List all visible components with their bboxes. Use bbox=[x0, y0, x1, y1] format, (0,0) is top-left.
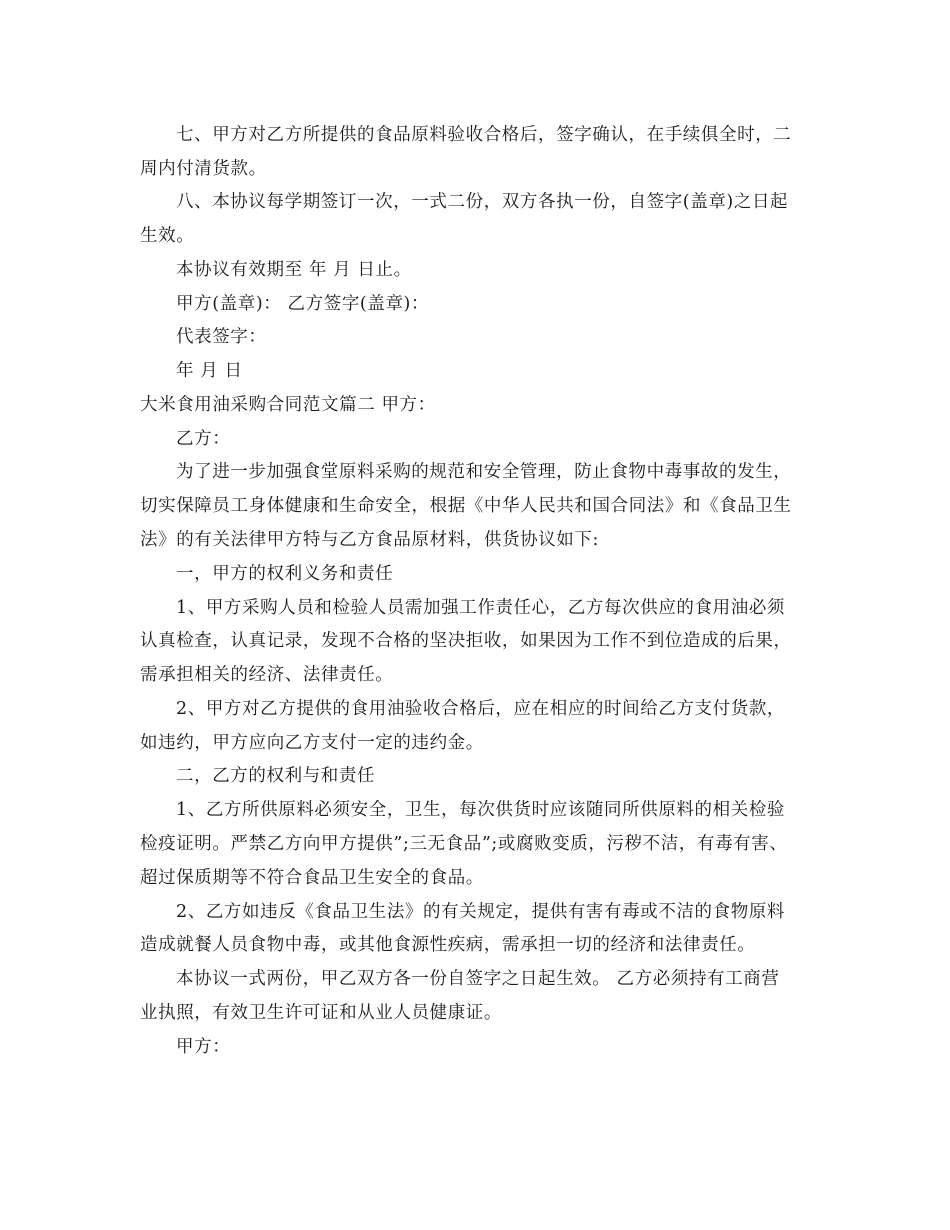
paragraph-line: 本协议有效期至 年 月 日止。 bbox=[176, 260, 412, 280]
paragraph-line: 需承担相关的经济、法律责任。 bbox=[140, 665, 394, 685]
paragraph-line: 超过保质期等不符合食品卫生安全的食品。 bbox=[140, 868, 484, 888]
paragraph-line: 甲方： bbox=[176, 1037, 231, 1057]
paragraph-line: 1、乙方所供原料必须安全，卫生，每次供货时应该随同所供原料的相关检验 bbox=[176, 800, 786, 820]
paragraph-line: 切实保障员工身体健康和生命安全，根据《中华人民共和国合同法》和《食品卫生 bbox=[140, 496, 792, 516]
paragraph-line: 甲方(盖章)： 乙方签字(盖章)： bbox=[176, 294, 430, 314]
paragraph-line: 造成就餐人员食物中毒，或其他食源性疾病，需承担一切的经济和法律责任。 bbox=[140, 935, 756, 955]
paragraph-line: 业执照，有效卫生许可证和从业人员健康证。 bbox=[140, 1003, 502, 1023]
paragraph-line: 代表签字： bbox=[176, 327, 267, 347]
paragraph-line: 本协议一式两份，甲乙双方各一份自签字之日起生效。 乙方必须持有工商营 bbox=[176, 969, 780, 989]
paragraph-line: 2、乙方如违反《食品卫生法》的有关规定，提供有害有毒或不洁的食物原料 bbox=[176, 902, 786, 922]
paragraph-line: 一，甲方的权利义务和责任 bbox=[176, 564, 394, 584]
paragraph-line: 检疫证明。严禁乙方向甲方提供”;三无食品”;或腐败变质，污秽不洁，有毒有害、 bbox=[140, 834, 788, 854]
paragraph-line: 乙方： bbox=[176, 429, 231, 449]
paragraph-line: 2、甲方对乙方提供的食用油验收合格后，应在相应的时间给乙方支付货款， bbox=[176, 699, 786, 719]
paragraph-line: 如违约，甲方应向乙方支付一定的违约金。 bbox=[140, 733, 484, 753]
paragraph-line: 认真检查，认真记录，发现不合格的坚决拒收，如果因为工作不到位造成的后果， bbox=[140, 631, 792, 651]
paragraph-line: 法》的有关法律甲方特与乙方食品原材料，供货协议如下: bbox=[140, 530, 599, 550]
section-heading: 大米食用油采购合同范文篇二 甲方： bbox=[140, 395, 436, 415]
paragraph-line: 二，乙方的权利与和责任 bbox=[176, 766, 376, 786]
paragraph-line: 为了进一步加强食堂原料采购的规范和安全管理，防止食物中毒事故的发生， bbox=[176, 462, 792, 482]
paragraph-line: 周内付清货款。 bbox=[140, 159, 267, 179]
paragraph-line: 1、甲方采购人员和检验人员需加强工作责任心，乙方每次供应的食用油必须 bbox=[176, 598, 786, 618]
paragraph-line: 八、本协议每学期签订一次，一式二份，双方各执一份，自签字(盖章)之日起 bbox=[176, 192, 789, 212]
paragraph-line: 七、甲方对乙方所提供的食品原料验收合格后，签字确认，在手续俱全时，二 bbox=[176, 125, 792, 145]
paragraph-line: 生效。 bbox=[140, 226, 195, 246]
paragraph-line: 年 月 日 bbox=[176, 361, 243, 381]
